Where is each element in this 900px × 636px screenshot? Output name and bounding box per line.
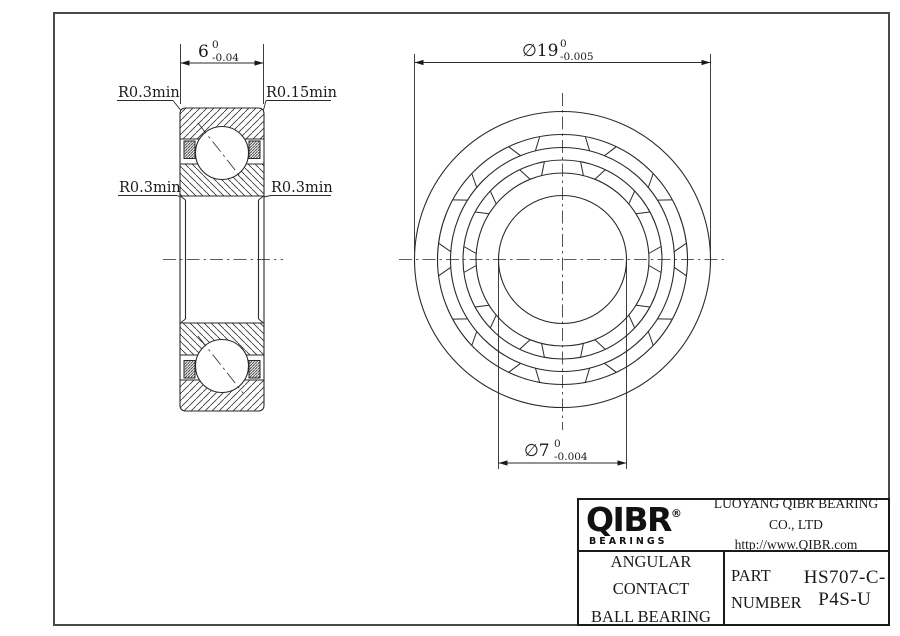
company-website: http://www.QIBR.com [734,537,858,553]
cage-top-left [184,141,195,159]
logo-wordmark: QIBR [586,500,671,540]
dimension-width [181,39,264,104]
title-block-header-row [579,495,888,553]
section-view [163,108,283,411]
front-view [399,93,727,430]
bore-dim-tol-lower: -0.004 [554,451,588,463]
cage-top-right [249,141,260,159]
logo-subtitle: BEARINGS [589,536,668,548]
od-dim-value: ∅19 [522,41,559,61]
product-name-cell [579,552,725,626]
ball-bottom [196,340,249,393]
width-dim-tol-lower: -0.04 [212,52,239,64]
registered-trademark-icon: ® [670,507,682,521]
title-block [577,495,890,626]
company-logo [579,500,708,548]
part-number-cell [725,552,888,626]
bore-dim-value: ∅7 [524,441,550,461]
company-info [708,494,888,557]
product-name-line2: BALL BEARING [591,606,711,626]
ball-top [196,127,249,180]
od-dim-tol-lower: -0.005 [560,51,594,63]
radius-label-mid-left: R0.3min [119,180,181,196]
company-name: LUOYANG QIBR BEARING CO., LTD [713,495,879,532]
product-name-line1: ANGULAR CONTACT [610,552,692,599]
title-block-detail-row [579,552,888,626]
od-dim-tol-upper: 0 [560,38,567,50]
bore-dim-tol-upper: 0 [554,438,561,450]
radius-label-top-left: R0.3min [118,85,180,101]
part-number-label: PART NUMBER [731,565,802,612]
radius-label-mid-right: R0.3min [271,180,333,196]
cage-bottom-left [184,361,195,379]
width-dim-tol-upper: 0 [212,39,219,51]
cage-bottom-right [249,361,260,379]
width-dim-value: 6 [198,42,209,62]
radius-label-top-right: R0.15min [266,85,337,101]
part-number-value: HS707-C-P4S-U [803,567,886,610]
